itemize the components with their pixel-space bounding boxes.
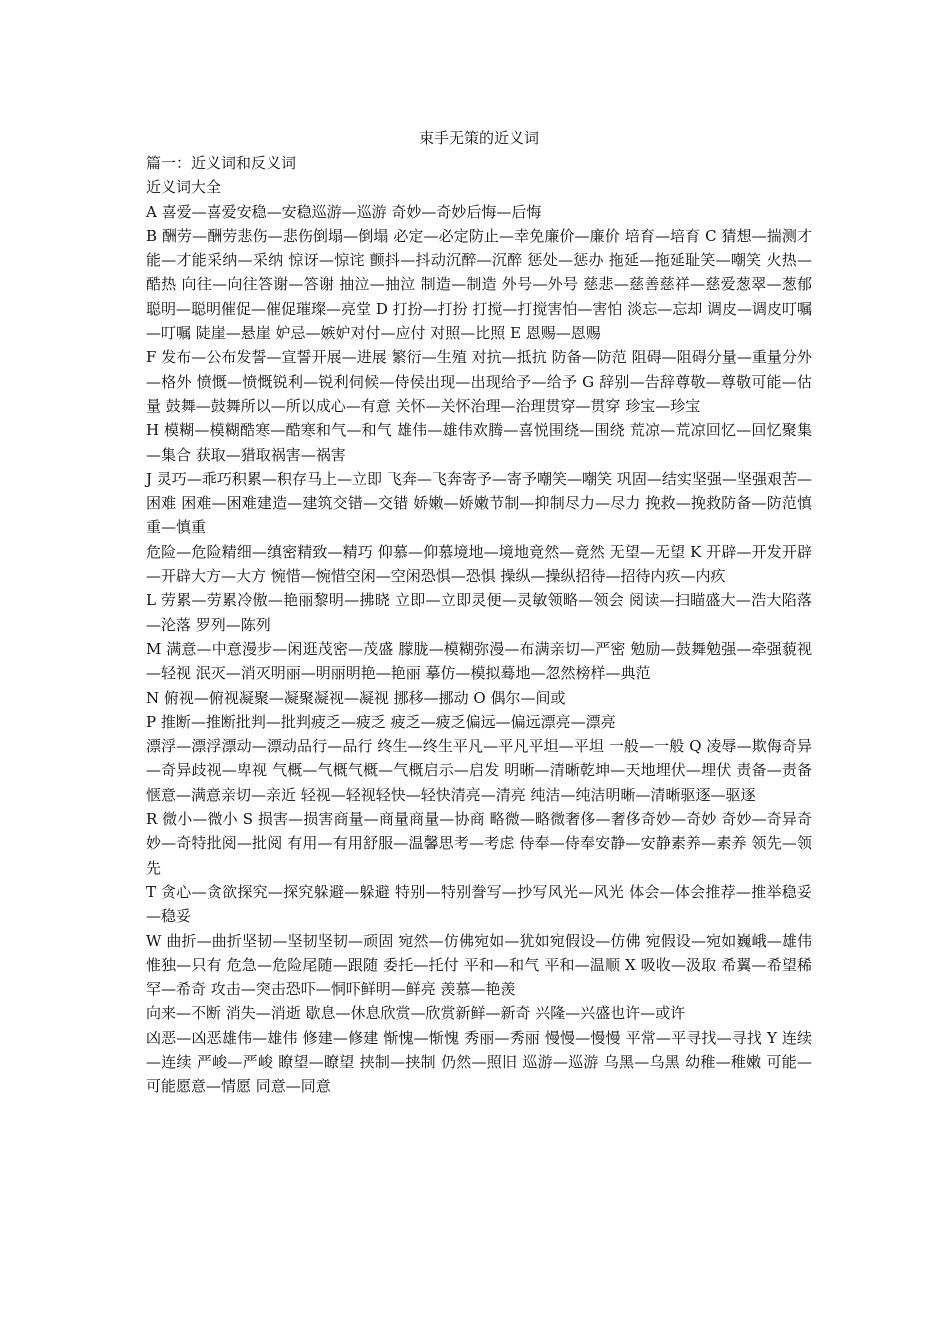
paragraph-n-o: N 俯视—俯视凝聚—凝聚凝视—凝视 挪移—挪动 O 偶尔—间或	[146, 688, 566, 707]
paragraph-x-continued: 向来—不断 消失—消逝 歇息—休息欣赏—欣赏新鲜—新奇 兴隆—兴盛也许—或许	[146, 1004, 686, 1023]
paragraph-m: M 满意—中意漫步—闲逛茂密—茂盛 朦胧—模糊弥漫—布满亲切—严密 勉励—鼓舞勉强—牵强藐视—轻视 泯灭—消灭明丽—明丽明艳—艳丽 摹仿—模拟蓦地—忽然榜样—典范	[146, 639, 812, 683]
paragraph-section-heading: 近义词大全	[146, 178, 222, 197]
paragraph-k: 危险—危险精细—缜密精致—精巧 仰慕—仰慕境地—境地竟然—竟然 无望—无望 K 开辟—开发开辟—开辟大方—大方 惋惜—惋惜空闲—空闲恐惧—恐惧 操纵—操纵招待—招待内疚—内疚	[146, 542, 812, 586]
paragraph-t: T 贪心—贪欲探究—探究躲避—躲避 特别—特别誊写—抄写风光—风光 体会—体会推荐—推举稳妥—稳妥	[146, 882, 812, 926]
paragraph-b-to-e: B 酬劳—酬劳悲伤—悲伤倒塌—倒塌 必定—必定防止—幸免廉价—廉价 培育—培育 C 猜想—揣测才能—才能采纳—采纳 惊讶—惊诧 颤抖—抖动沉醉—沉醉 惩处—惩办 拖延—拖延耻笑—嘲笑 火热—酷热 向往—向往答谢—答谢 抽泣—抽泣 制造—制造 外号—外号 慈悲—慈善慈祥—慈爱葱翠—葱郁 聪明—聪明催促—催促璀璨—亮堂 D 打扮—打扮 打搅—打搅害怕—害怕 淡忘—忘却 调皮—调皮叮嘱—叮嘱 陡崖—悬崖 妒忌—嫉妒对付—应付 对照—比照 E 恩赐—恩赐	[146, 226, 812, 343]
document-title: 束手无策的近义词	[418, 129, 539, 147]
paragraph-h: H 模糊—模糊酷寒—酷寒和气—和气 雄伟—雄伟欢腾—喜悦围绕—围绕 荒凉—荒凉回忆—回忆聚集—集合 获取—猎取祸害—祸害	[146, 421, 812, 464]
paragraph-r-s: R 微小—微小 S 损害—损害商量—商量商量—协商 略微—略微奢侈—奢侈奇妙—奇妙 奇妙—奇异奇妙—奇特批阅—批阅 有用—有用舒服—温馨思考—考虑 侍奉—侍奉安静—安静素养—素养 领先—领先	[146, 810, 812, 877]
paragraph-chapter-heading: 篇一：近义词和反义词	[146, 154, 297, 172]
paragraph-j: J 灵巧—乖巧积累—积存马上—立即 飞奔—飞奔寄予—寄予嘲笑—嘲笑 巩固—结实坚强—坚强艰苦—困难 困难—困难建造—建筑交错—交错 娇嫩—娇嫩节制—抑制尽力—尽力 挽救—挽救防备—防范慎重—慎重	[146, 469, 812, 537]
paragraph-x-y: 凶恶—凶恶雄伟—雄伟 修建—修建 惭愧—惭愧 秀丽—秀丽 慢慢—慢慢 平常—平寻找—寻找 Y 连续—连续 严峻—严峻 瞭望—瞭望 挟制—挟制 仍然—照旧 巡游—巡游 乌黑—乌黑 幼稚—稚嫩 可能—可能愿意—情愿 同意—同意	[146, 1028, 812, 1096]
paragraph-p: P 推断—推断批判—批判疲乏—疲乏 疲乏—疲乏偏远—偏远漂亮—漂亮	[146, 712, 616, 731]
paragraph-f-g: F 发布—公布发誓—宣誓开展—进展 繁衍—生殖 对抗—抵抗 防备—防范 阻碍—阻碍分量—重量分外—格外 愤慨—愤慨锐利—锐利伺候—侍侯出现—出现给予—给予 G 辞别—告辞尊敬—尊敬可能—估量 鼓舞—鼓舞所以—所以成心—有意 关怀—关怀治理—治理贯穿—贯穿 珍宝—珍宝	[146, 348, 812, 415]
paragraph-w-x: W 曲折—曲折坚韧—坚韧坚韧—顽固 宛然—仿佛宛如—犹如宛假设—仿佛 宛假设—宛如巍峨—雄伟惟独—只有 危急—危险尾随—跟随 委托—托付 平和—和气 平和—温顺 X 吸收—汲取 希翼—希望稀罕—希奇 攻击—突击恐吓—恫吓鲜明—鲜亮 羡慕—艳羡	[146, 931, 812, 999]
paragraph-a: A 喜爱—喜爱安稳—安稳巡游—巡游 奇妙—奇妙后悔—后悔	[146, 202, 542, 221]
document-body	[146, 151, 812, 1099]
paragraph-l: L 劳累—劳累冷傲—艳丽黎明—拂晓 立即—立即灵便—灵敏领略—领会 阅读—扫瞄盛大—浩大陷落—沦落 罗列—陈列	[146, 591, 812, 634]
paragraph-q: 漂浮—漂浮漂动—漂动品行—品行 终生—终生平凡—平凡平坦—平坦 一般—一般 Q 凌辱—欺侮奇异—奇异歧视—卑视 气概—气概气概—气概启示—启发 明晰—清晰乾坤—天地埋伏—埋伏 责备—责备惬意—满意亲切—亲近 轻视—轻视轻快—轻快清亮—清亮 纯洁—纯洁明晰—清晰驱逐—驱逐	[146, 737, 812, 804]
